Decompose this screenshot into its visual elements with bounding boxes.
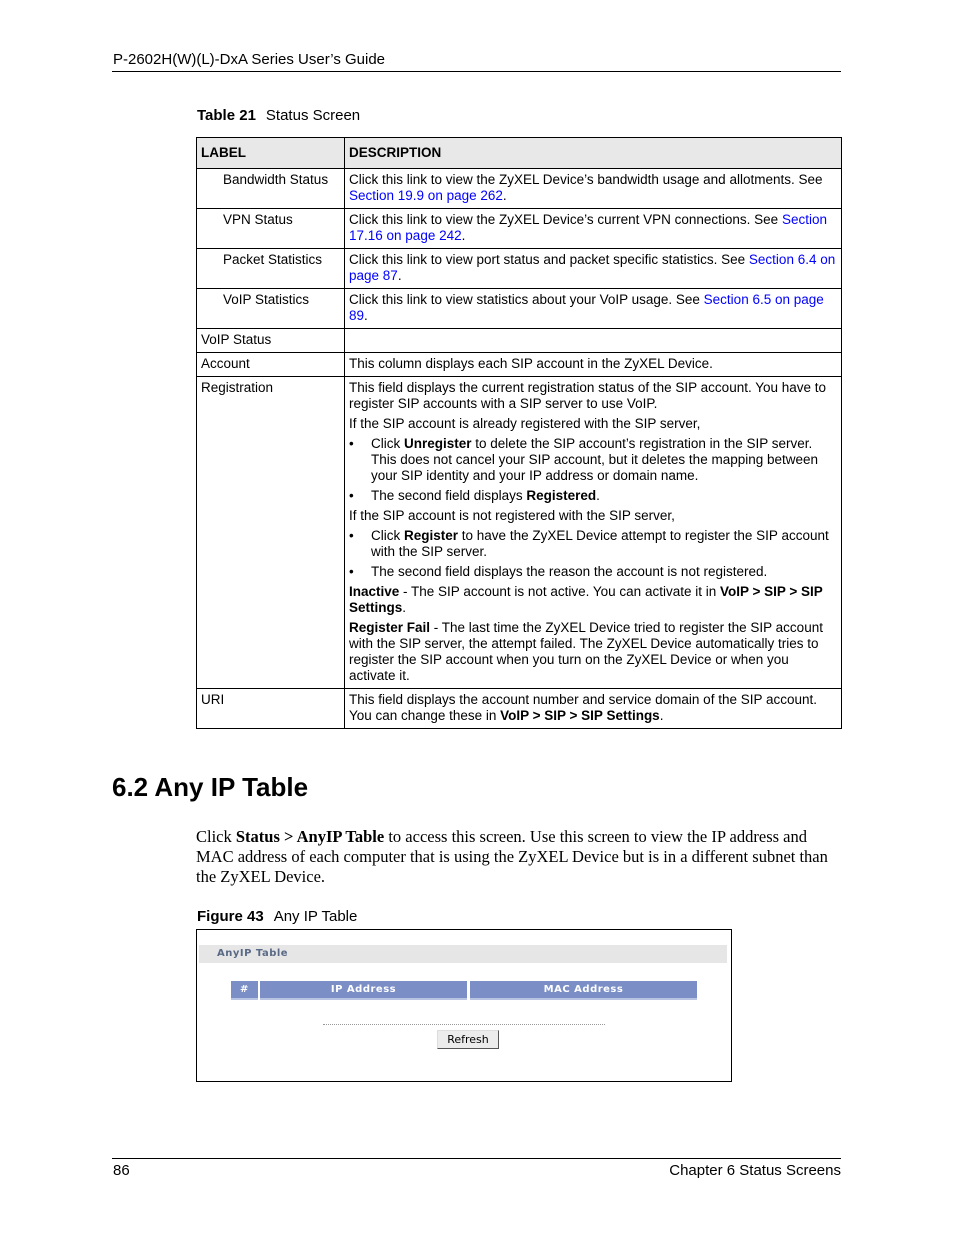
row-description: Click this link to view statistics about your VoIP usage. See Section 6.5 on page 89. — [345, 289, 842, 329]
table-row — [197, 689, 842, 729]
section-link[interactable]: Section 17.16 on page 242 — [349, 212, 827, 243]
header-description: DESCRIPTION — [345, 138, 842, 169]
row-description: Click this link to view the ZyXEL Device’s current VPN connections. See Section 17.16 on page 242. — [345, 209, 842, 249]
status-screen-table — [196, 137, 842, 729]
table-row — [197, 169, 842, 209]
section-heading: 6.2 Any IP Table — [112, 772, 309, 802]
refresh-button[interactable]: Refresh — [437, 1030, 499, 1049]
row-description: Click this link to view the ZyXEL Device’s bandwidth usage and allotments. See Section 19.9 on page 262. — [345, 169, 842, 209]
figure-caption — [197, 908, 357, 925]
column-header-ip-address: IP Address — [260, 981, 467, 1000]
running-header: P-2602H(W)(L)-DxA Series User’s Guide — [113, 51, 386, 68]
row-label: URI — [197, 689, 345, 729]
footer-chapter-title: Chapter 6 Status Screens — [669, 1162, 841, 1179]
bullet-item: • Click Unregister to delete the SIP account’s registration in the SIP server. This does not cancel your SIP account, but it deletes the mapping between your SIP identity and your IP address or domain name. — [349, 436, 819, 483]
row-label: VPN Status — [197, 209, 345, 249]
table-caption-text: Status Screen — [265, 107, 361, 124]
figure-caption-text: Any IP Table — [273, 908, 358, 925]
row-label: Account — [197, 353, 345, 377]
panel-title-bar — [199, 945, 727, 963]
row-description — [345, 329, 842, 353]
row-description: This column displays each SIP account in the ZyXEL Device. — [345, 353, 842, 377]
row-label: Bandwidth Status — [197, 169, 345, 209]
table-row — [197, 353, 842, 377]
row-description: Click this link to view port status and packet specific statistics. See Section 6.4 on page 87. — [345, 249, 842, 289]
paragraph: Inactive - The SIP account is not active. You can activate it in VoIP > SIP > SIP Settings. — [349, 584, 823, 615]
page-number: 86 — [113, 1162, 130, 1179]
table-row — [197, 377, 842, 689]
table-caption — [197, 107, 360, 124]
paragraph: If the SIP account is not registered with the SIP server, — [349, 508, 675, 523]
section-link[interactable]: Section 6.5 on page 89 — [349, 292, 824, 323]
row-label: Packet Statistics — [197, 249, 345, 289]
column-header-number: # — [231, 981, 258, 1000]
paragraph: If the SIP account is already registered with the SIP server, — [349, 416, 701, 431]
column-header-mac-address: MAC Address — [470, 981, 697, 1000]
table-row — [197, 289, 842, 329]
bullet-item: • The second field displays the reason the account is not registered. — [349, 564, 768, 579]
paragraph: Register Fail - The last time the ZyXEL Device tried to register the SIP account with the SIP server, the attempt failed. The ZyXEL Device automatically tries to register the SIP account when you turn on the ZyXEL Device or when you activate it. — [349, 620, 823, 683]
bullet-item: • The second field displays Registered. — [349, 488, 600, 503]
bullet-item: • Click Register to have the ZyXEL Device attempt to register the SIP account with the SIP server. — [349, 528, 829, 559]
footer-rule — [112, 1158, 841, 1159]
panel-title: AnyIP Table — [217, 948, 289, 959]
paragraph: This field displays the current registration status of the SIP account. You have to register SIP accounts with a SIP server to use VoIP. — [349, 380, 827, 411]
row-label: VoIP Status — [197, 329, 345, 353]
intro-paragraph: Click Status > AnyIP Table to access this screen. Use this screen to view the IP address and MAC address of each computer that is using the ZyXEL Device but is in a different subnet than the ZyXEL Device. — [196, 827, 828, 886]
table-row — [197, 209, 842, 249]
table-row — [197, 329, 842, 353]
section-link[interactable]: Section 6.4 on page 87 — [349, 252, 836, 283]
row-label: VoIP Statistics — [197, 289, 345, 329]
table-row — [197, 249, 842, 289]
header-rule — [112, 71, 841, 72]
row-description — [345, 377, 842, 689]
row-description: This field displays the account number and service domain of the SIP account. You can change these in VoIP > SIP > SIP Settings. — [345, 689, 842, 729]
row-label: Registration — [197, 377, 345, 689]
anyip-table-screenshot — [196, 929, 732, 1082]
dotted-divider — [323, 1024, 605, 1025]
figure-caption-number: Figure 43 — [197, 908, 264, 925]
header-label: LABEL — [197, 138, 345, 169]
table-caption-number: Table 21 — [197, 107, 256, 124]
section-link[interactable]: Section 19.9 on page 262 — [349, 188, 503, 203]
table-header-row — [197, 138, 842, 169]
